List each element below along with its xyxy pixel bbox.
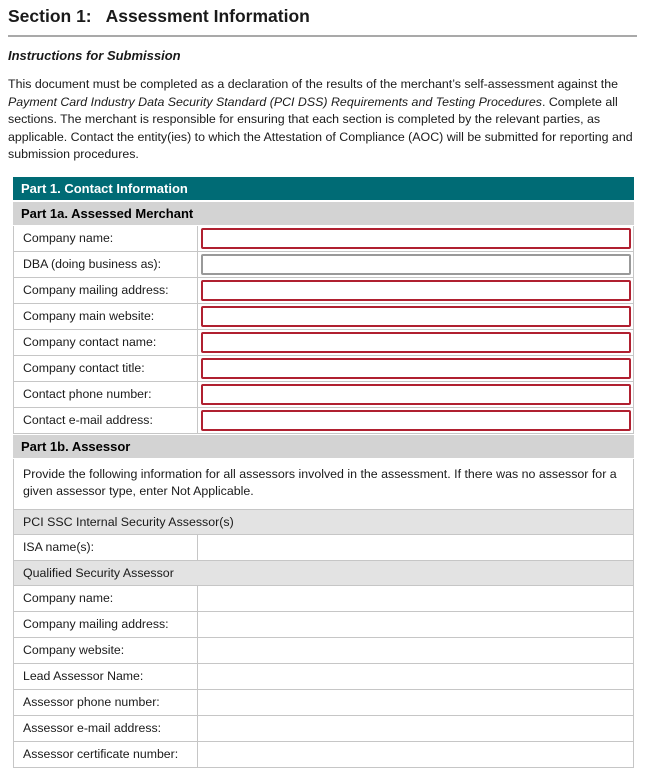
field-value-cell xyxy=(198,664,633,689)
assessor-phone-number-label: Assessor phone number: xyxy=(14,690,198,715)
qualified-security-assessor-subheader: Qualified Security Assessor xyxy=(14,561,633,586)
form-row xyxy=(14,612,633,638)
form-row xyxy=(14,690,633,716)
title-divider xyxy=(8,35,637,37)
lead-assessor-name-label: Lead Assessor Name: xyxy=(14,664,198,689)
page-title-main: Assessment Information xyxy=(105,6,310,26)
lead-assessor-name-input[interactable] xyxy=(201,666,631,687)
company-mailing-address-input[interactable] xyxy=(201,614,631,635)
part1a-header: Part 1a. Assessed Merchant xyxy=(13,202,634,226)
pci-ssc-internal-security-assessor-s-subheader: PCI SSC Internal Security Assessor(s) xyxy=(14,510,633,535)
form-row xyxy=(14,252,633,278)
company-name-label: Company name: xyxy=(14,226,198,251)
instructions-heading: Instructions for Submission xyxy=(8,48,181,63)
contact-e-mail-address-input[interactable] xyxy=(201,410,631,431)
assessor-e-mail-address-input[interactable] xyxy=(201,718,631,739)
company-website-label: Company website: xyxy=(14,638,198,663)
company-name-label: Company name: xyxy=(14,586,198,611)
company-main-website-label: Company main website: xyxy=(14,304,198,329)
form-row xyxy=(14,586,633,612)
intro-text-end: . Complete all sections. The merchant is responsible for ensuring that each section is completed by the relevant parties, as applicable. Contact the entity(ies) to which the Attestation of Compliance (AOC) will be submitted for reporting and submission procedures. xyxy=(8,94,633,162)
form-row xyxy=(14,278,633,304)
assessor-certificate-number-label: Assessor certificate number: xyxy=(14,742,198,767)
company-contact-title-input[interactable] xyxy=(201,358,631,379)
field-value-cell xyxy=(198,586,633,611)
company-website-input[interactable] xyxy=(201,640,631,661)
isa-name-s-input[interactable] xyxy=(201,537,631,558)
part1a-rows xyxy=(13,226,634,434)
page-title xyxy=(8,6,637,27)
assessor-certificate-number-input[interactable] xyxy=(201,744,631,765)
form-row xyxy=(14,716,633,742)
company-name-input[interactable] xyxy=(201,228,631,249)
company-contact-title-label: Company contact title: xyxy=(14,356,198,381)
company-mailing-address-input[interactable] xyxy=(201,280,631,301)
field-value-cell xyxy=(198,742,633,767)
form-row xyxy=(14,226,633,252)
page-title-prefix: Section 1: xyxy=(8,6,92,26)
dba-doing-business-as-input[interactable] xyxy=(201,254,631,275)
part1-header: Part 1. Contact Information xyxy=(13,177,634,200)
part1b-note: Provide the following information for all assessors involved in the assessment. If there was no assessor for a given assessor type, enter Not Applicable. xyxy=(13,459,634,510)
field-value-cell xyxy=(198,330,633,355)
company-contact-name-label: Company contact name: xyxy=(14,330,198,355)
intro-paragraph xyxy=(8,76,637,164)
company-mailing-address-label: Company mailing address: xyxy=(14,278,198,303)
intro-text-italic: Payment Card Industry Data Security Standard (PCI DSS) Requirements and Testing Procedures xyxy=(8,94,542,109)
form-row xyxy=(14,356,633,382)
company-contact-name-input[interactable] xyxy=(201,332,631,353)
form-row xyxy=(14,638,633,664)
isa-name-s-label: ISA name(s): xyxy=(14,535,198,560)
field-value-cell xyxy=(198,408,633,433)
contact-phone-number-label: Contact phone number: xyxy=(14,382,198,407)
contact-phone-number-input[interactable] xyxy=(201,384,631,405)
company-name-input[interactable] xyxy=(201,588,631,609)
form-row xyxy=(14,535,633,561)
form-row xyxy=(14,742,633,768)
field-value-cell xyxy=(198,278,633,303)
field-value-cell xyxy=(198,226,633,251)
form-row xyxy=(14,330,633,356)
assessor-phone-number-input[interactable] xyxy=(201,692,631,713)
field-value-cell xyxy=(198,612,633,637)
field-value-cell xyxy=(198,252,633,277)
field-value-cell xyxy=(198,356,633,381)
field-value-cell xyxy=(198,690,633,715)
field-value-cell xyxy=(198,535,633,560)
field-value-cell xyxy=(198,382,633,407)
contact-e-mail-address-label: Contact e-mail address: xyxy=(14,408,198,433)
intro-text-start: This document must be completed as a declaration of the results of the merchant’s self-assessment against the xyxy=(8,77,618,91)
form-row xyxy=(14,408,633,434)
form-row xyxy=(14,382,633,408)
company-mailing-address-label: Company mailing address: xyxy=(14,612,198,637)
part1b-groups xyxy=(13,510,634,768)
company-main-website-input[interactable] xyxy=(201,306,631,327)
assessor-e-mail-address-label: Assessor e-mail address: xyxy=(14,716,198,741)
form-row xyxy=(14,664,633,690)
part1b-header: Part 1b. Assessor xyxy=(13,435,634,459)
field-value-cell xyxy=(198,304,633,329)
form-row xyxy=(14,304,633,330)
field-value-cell xyxy=(198,638,633,663)
field-value-cell xyxy=(198,716,633,741)
dba-doing-business-as-label: DBA (doing business as): xyxy=(14,252,198,277)
part1-contact-table xyxy=(13,177,634,768)
